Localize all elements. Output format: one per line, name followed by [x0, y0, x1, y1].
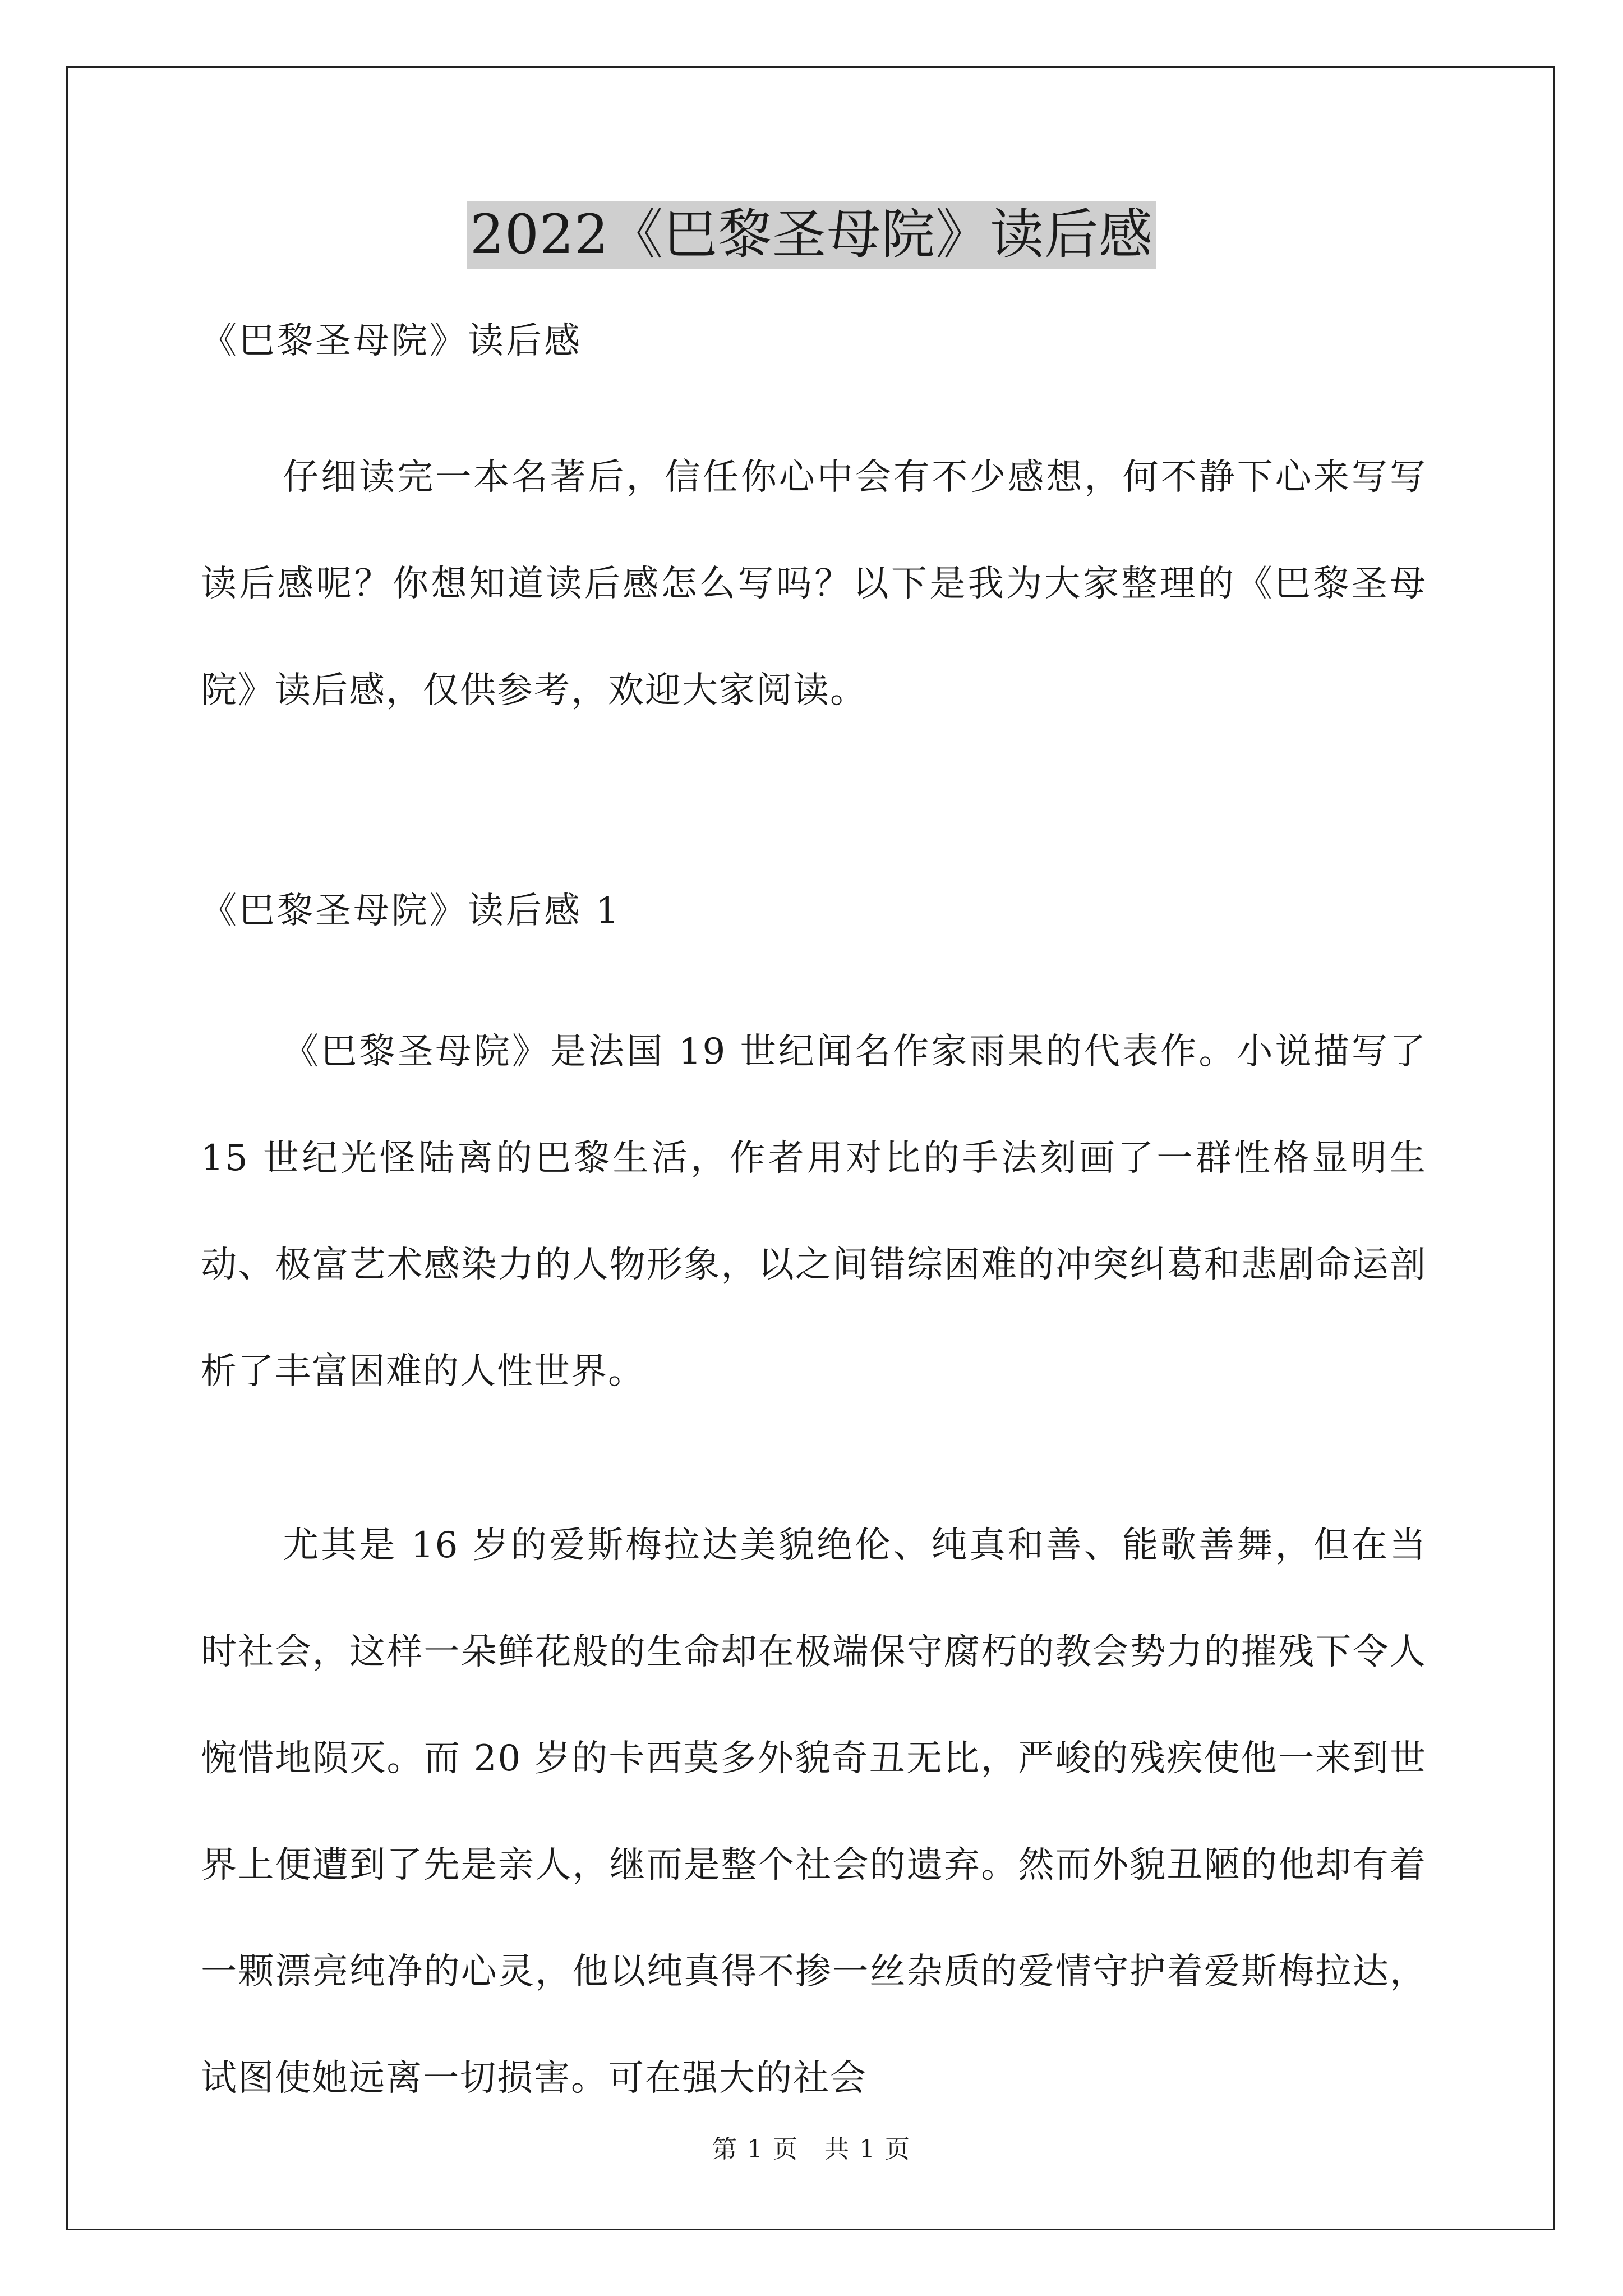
- body-paragraph: 《巴黎圣母院》是法国 19 世纪闻名作家雨果的代表作。小说描写了 15 世纪光怪陆离的巴黎生活，作者用对比的手法刻画了一群性格显明生动、极富艺术感染力的人物形象，以之间错综困难的冲突纠葛和悲剧命运剖析了丰富困难的人性世界。: [201, 1031, 1427, 1392]
- document-body: [201, 314, 1427, 2132]
- title-text: 2022《巴黎圣母院》读后感: [467, 201, 1156, 269]
- section-heading: 《巴黎圣母院》读后感 1: [201, 890, 621, 932]
- document-title: [0, 201, 1623, 269]
- document-subtitle: 《巴黎圣母院》读后感: [201, 320, 582, 362]
- intro-paragraph: 仔细读完一本名著后，信任你心中会有不少感想，何不静下心来写写读后感呢？你想知道读后感怎么写吗？以下是我为大家整理的《巴黎圣母院》读后感，仅供参考，欢迎大家阅读。: [201, 457, 1427, 711]
- body-paragraph: 尤其是 16 岁的爱斯梅拉达美貌绝伦、纯真和善、能歌善舞，但在当时社会，这样一朵鲜花般的生命却在极端保守腐朽的教会势力的摧残下令人惋惜地陨灭。而 20 岁的卡西莫多外貌奇丑无比，严峻的残疾使他一来到世界上便遭到了先是亲人，继而是整个社会的遗弃。然而外貌丑陋的他却有着一颗漂亮纯净的心灵，他以纯真得不掺一丝杂质的爱情守护着爱斯梅拉达，试图使她远离一切损害。可在强大的社会: [201, 1525, 1427, 2099]
- page-footer: 第 1 页 共 1 页: [712, 2135, 911, 2164]
